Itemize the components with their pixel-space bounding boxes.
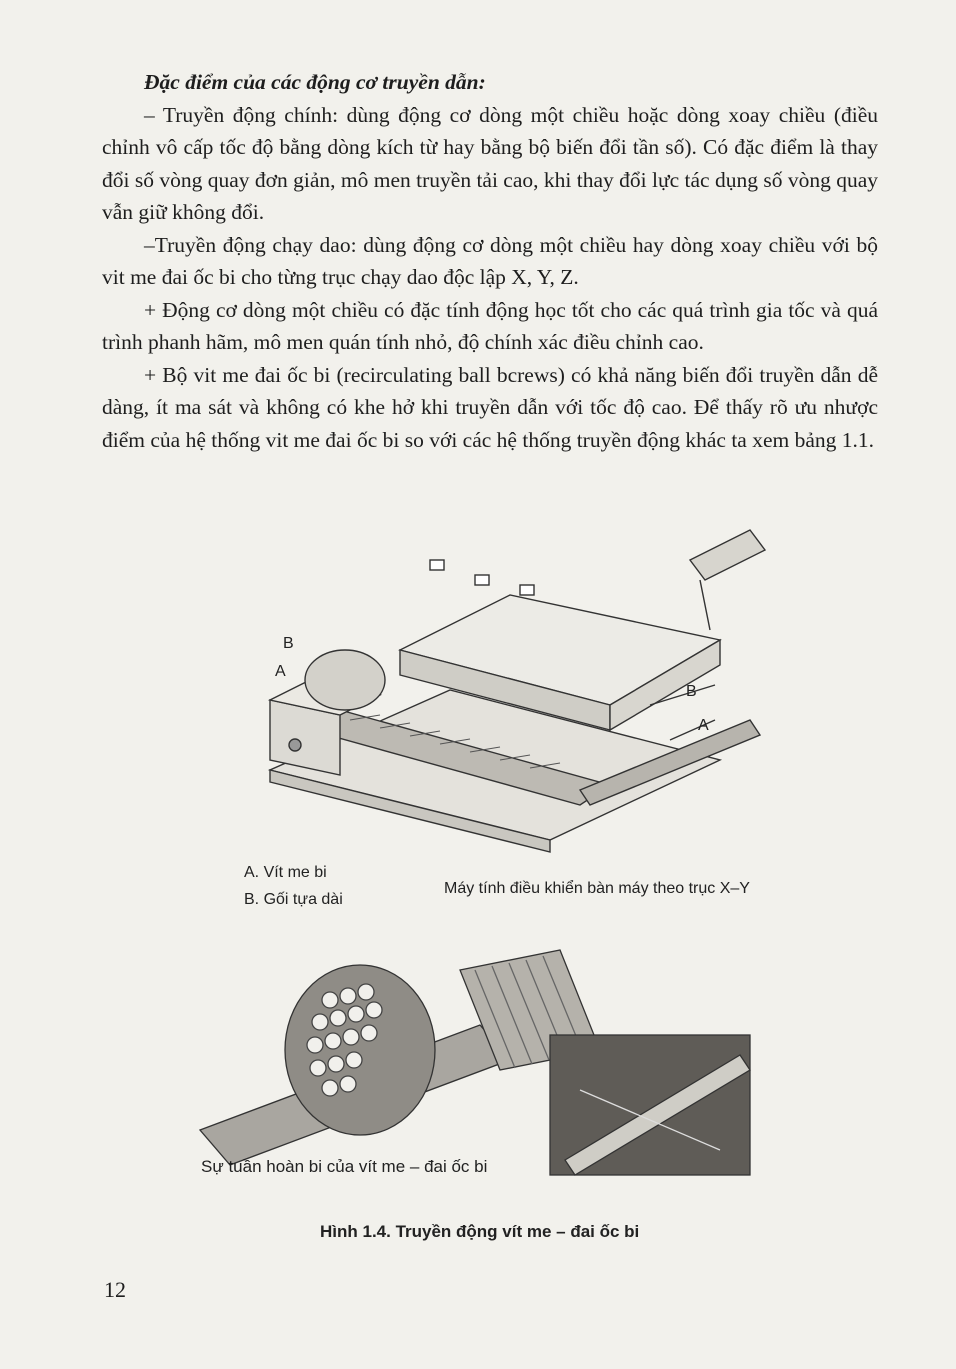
- label-b-left: B: [283, 635, 294, 652]
- label-a-right: A: [698, 717, 709, 734]
- body-text: [102, 66, 878, 456]
- legend-a: A. Vít me bi: [244, 864, 327, 881]
- section-heading: Đặc điểm của các động cơ truyền dẫn:: [144, 70, 486, 94]
- caption-machine-table: Máy tính điều khiển bàn máy theo trục X–Y: [444, 880, 750, 897]
- legend-b: B. Gối tựa dài: [244, 891, 343, 908]
- label-a-left: A: [275, 663, 286, 680]
- page-number: 12: [104, 1277, 126, 1302]
- paragraph-dc-motor: + Động cơ dòng một chiều có đặc tính động học tốt cho các quá trình gia tốc và quá trình phanh hãm, mô men quán tính nhỏ, độ chính xác điều chỉnh cao.: [102, 297, 878, 354]
- paragraph-ballscrew: + Bộ vit me đai ốc bi (recirculating ball bcrews) có khả năng biến đổi truyền dẫn dễ dàng, ít ma sát và không có khe hở khi truyền dẫn với tốc độ cao. Để thấy rõ ưu nhược điểm của hệ thống vit me đai ốc bi so với các hệ thống truyền động khác ta xem bảng 1.1.: [102, 362, 878, 452]
- figure-title: Hình 1.4. Truyền động vít me – đai ốc bi: [320, 1222, 640, 1241]
- machine-table-illustration: [250, 520, 770, 860]
- paragraph-feed-drive: –Truyền động chạy dao: dùng động cơ dòng một chiều hay dòng xoay chiều với bộ vit me đai ốc bi cho từng trục chạy dao độc lập X, Y, Z.: [102, 232, 878, 289]
- label-b-right: B: [686, 683, 697, 700]
- paragraph-main-drive: – Truyền động chính: dùng động cơ dòng một chiều hoặc dòng xoay chiều (điều chỉnh vô cấp tốc độ bằng dòng kích từ hay bằng bộ biến đổi tần số). Có đặc điểm là thay đổi số vòng quay đơn giản, mô men truyền tải cao, khi thay đổi lực tác dụng số vòng quay vẫn giữ không đổi.: [102, 102, 878, 224]
- caption-ballscrew: Sự tuần hoàn bi của vít me – đai ốc bi: [201, 1157, 488, 1176]
- ballscrew-illustration: [180, 930, 760, 1180]
